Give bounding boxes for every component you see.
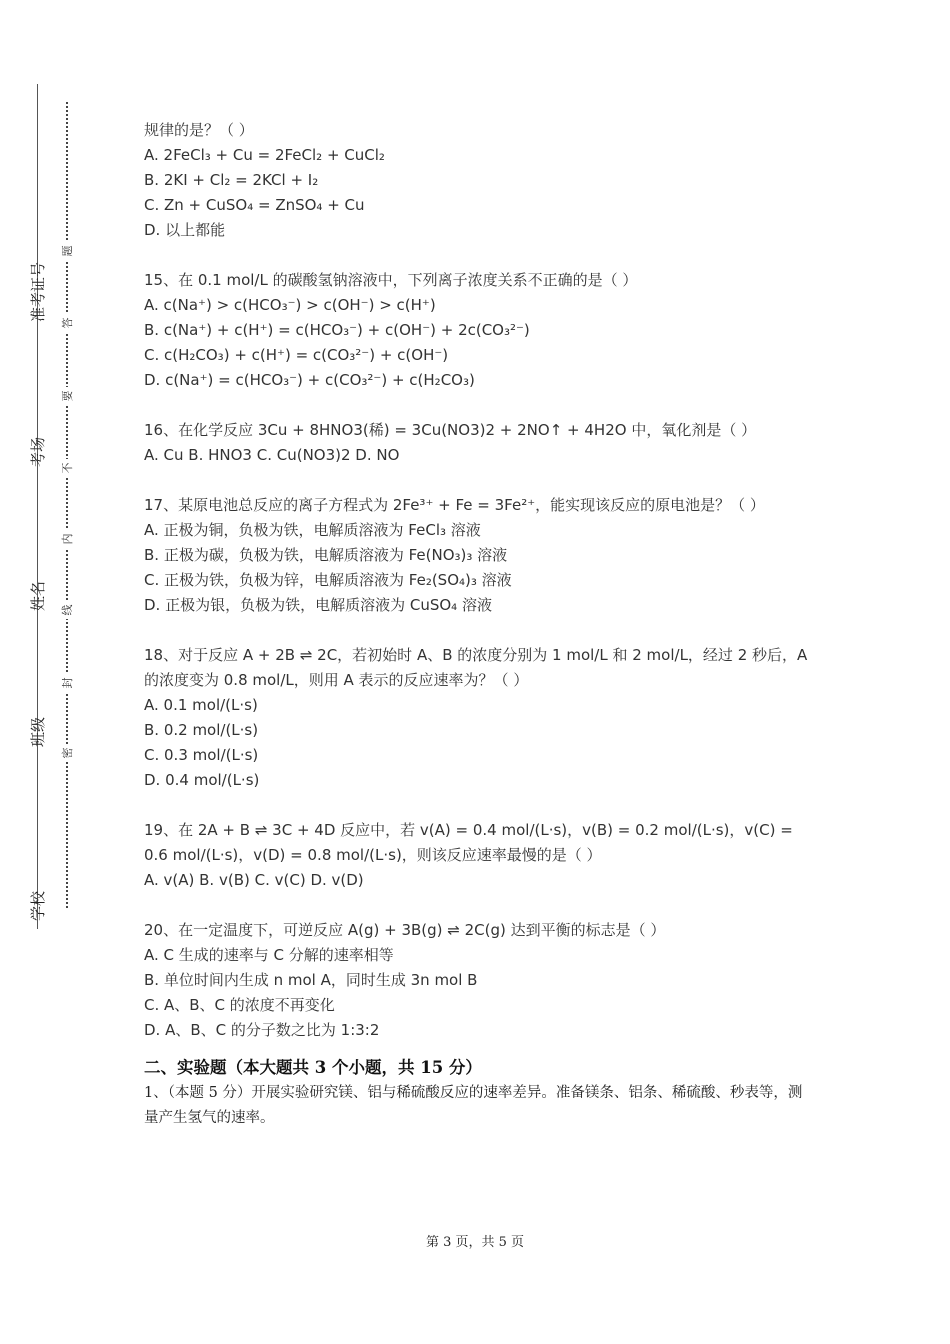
- q20-option: B. 单位时间内生成 n mol A，同时生成 3n mol B: [144, 971, 478, 989]
- q15-option: C. c(H₂CO₃) + c(H⁺) = c(CO₃²⁻) + c(OH⁻): [144, 346, 449, 364]
- q15-option: A. c(Na⁺) > c(HCO₃⁻) > c(OH⁻) > c(H⁺): [144, 296, 436, 314]
- q17-option: A. 正极为铜，负极为铁，电解质溶液为 FeCl₃ 溶液: [144, 521, 481, 539]
- q14-option: B. 2KI + Cl₂ = 2KCl + I₂: [144, 171, 319, 189]
- label-school: 学校: [28, 891, 47, 922]
- q17-option: C. 正极为铁，负极为锌，电解质溶液为 Fe₂(SO₄)₃ 溶液: [144, 571, 512, 589]
- q20-option: D. A、B、C 的分子数之比为 1:3:2: [144, 1021, 380, 1039]
- q16-stem: 16、在化学反应 3Cu + 8HNO3(稀) = 3Cu(NO3)2 + 2NO↑ + 4H2O 中，氧化剂是（ ）: [144, 421, 757, 439]
- seal-char: 要: [60, 387, 74, 405]
- q20-stem: 20、在一定温度下，可逆反应 A(g) + 3B(g) ⇌ 2C(g) 达到平衡的标志是（ ）: [144, 921, 666, 939]
- label-exam-room: 考场: [28, 437, 47, 468]
- experiment-q1-text: 1、（本题 5 分）开展实验研究镁、铝与稀硫酸反应的速率差异。准备镁条、铝条、稀硫酸、秒表等，测量产生氢气的速率。: [144, 1085, 803, 1126]
- q15-stem: 15、在 0.1 mol/L 的碳酸氢钠溶液中，下列离子浓度关系不正确的是（ ）: [144, 271, 638, 289]
- seal-char: 线: [60, 601, 74, 619]
- q19-stem: 19、在 2A + B ⇌ 3C + 4D 反应中，若 v(A) = 0.4 mol/(L·s)，v(B) = 0.2 mol/(L·s)，v(C) = 0.6 mol/(L·s)，v(D) = 0.8 mol/(L·s)，则该反应速率最慢的是（ ）: [144, 821, 793, 864]
- binding-dotted-line: [66, 102, 68, 908]
- q14-stem: 规律的是？（ ）: [144, 121, 254, 139]
- q18-option: A. 0.1 mol/(L·s): [144, 696, 258, 714]
- seal-char: 不: [60, 459, 74, 477]
- seal-char: 题: [60, 242, 74, 260]
- q14-option: D. 以上都能: [144, 221, 226, 239]
- q14-option: C. Zn + CuSO₄ = ZnSO₄ + Cu: [144, 196, 365, 214]
- q18-stem: 18、对于反应 A + 2B ⇌ 2C，若初始时 A、B 的浓度分别为 1 mol/L 和 2 mol/L，经过 2 秒后，A 的浓度变为 0.8 mol/L，则用 A 表示的反应速率为？（ ）: [144, 646, 808, 689]
- q14-option: A. 2FeCl₃ + Cu = 2FeCl₂ + CuCl₂: [144, 146, 385, 164]
- seal-char: 答: [60, 314, 74, 332]
- seal-char: 封: [60, 674, 74, 692]
- label-exam-number: 准考证号: [28, 262, 47, 323]
- q17-option: D. 正极为银，负极为铁，电解质溶液为 CuSO₄ 溶液: [144, 596, 492, 614]
- q19-options: A. v(A) B. v(B) C. v(C) D. v(D): [144, 871, 364, 889]
- q18-option: C. 0.3 mol/(L·s): [144, 746, 259, 764]
- label-class: 班级: [28, 717, 47, 748]
- q17-stem: 17、某原电池总反应的离子方程式为 2Fe³⁺ + Fe = 3Fe²⁺，能实现该反应的原电池是？（ ）: [144, 496, 765, 514]
- page-footer: 第 3 页，共 5 页: [425, 1235, 525, 1250]
- q18-option: D. 0.4 mol/(L·s): [144, 771, 260, 789]
- binding-solid-line: [37, 84, 38, 929]
- q17-option: B. 正极为碳，负极为铁，电解质溶液为 Fe(NO₃)₃ 溶液: [144, 546, 508, 564]
- question-content: [144, 118, 809, 1131]
- label-name: 姓名: [28, 581, 47, 612]
- q20-option: A. C 生成的速率与 C 分解的速率相等: [144, 946, 394, 964]
- q15-option: D. c(Na⁺) = c(HCO₃⁻) + c(CO₃²⁻) + c(H₂CO₃): [144, 371, 475, 389]
- q18-option: B. 0.2 mol/(L·s): [144, 721, 259, 739]
- q15-option: B. c(Na⁺) + c(H⁺) = c(HCO₃⁻) + c(OH⁻) + 2c(CO₃²⁻): [144, 321, 530, 339]
- q20-option: C. A、B、C 的浓度不再变化: [144, 996, 335, 1014]
- q16-options: A. Cu B. HNO3 C. Cu(NO3)2 D. NO: [144, 446, 400, 464]
- seal-char: 密: [60, 744, 74, 762]
- seal-char: 内: [60, 530, 74, 548]
- section-title-experiment: 二、实验题（本大题共 3 个小题，共 15 分）: [144, 1058, 482, 1077]
